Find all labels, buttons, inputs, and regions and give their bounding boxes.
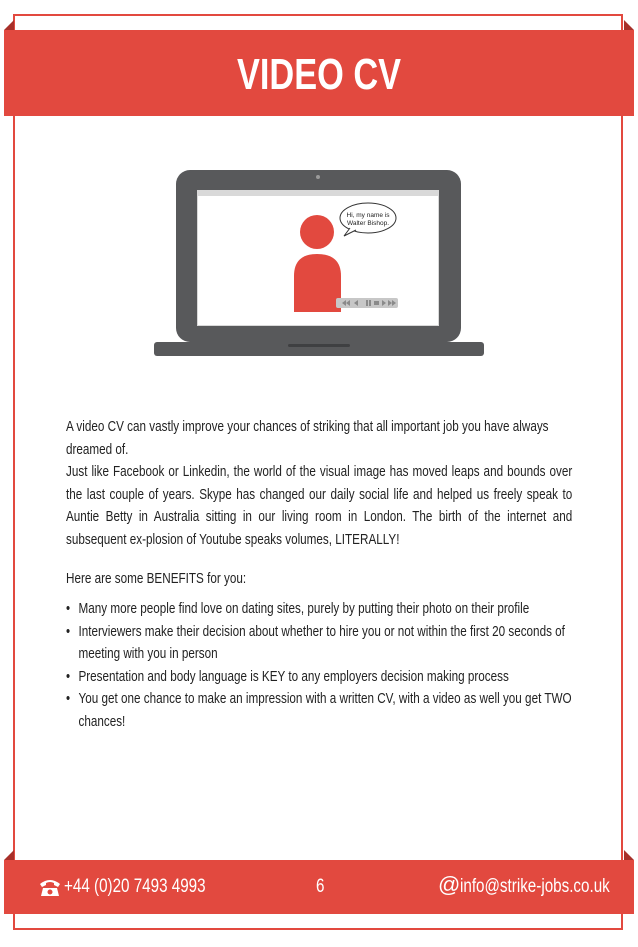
pause-icon <box>366 300 368 306</box>
benefits-list <box>66 598 572 733</box>
page-number: 6 <box>316 876 325 897</box>
intro-line-2: dreamed of. <box>66 440 129 458</box>
list-item: • Many more people find love on dating sites, purely by putting their photo on their profile <box>66 600 530 617</box>
footer-band <box>4 860 634 914</box>
intro-line-1: A video CV can vastly improve your chances of striking that all important job you have always <box>66 418 549 435</box>
laptop-notch <box>288 344 350 347</box>
footer-email[interactable]: info@strike-jobs.co.uk <box>460 876 610 897</box>
list-item: • Presentation and body language is KEY to any employers decision making process <box>66 667 509 685</box>
list-item: • Interviewers make their decision about whether to hire you or not within the first 20 seconds of meeting with you in person <box>66 622 565 662</box>
speech-line-2: Walter Bishop. <box>346 220 390 227</box>
person-body <box>294 254 341 312</box>
benefits-heading: Here are some BENEFITS for you: <box>66 570 247 587</box>
page-title: VIDEO CV <box>236 50 402 99</box>
camera-dot <box>316 175 320 179</box>
laptop-illustration <box>0 0 638 380</box>
footer-phone[interactable]: +44 (0)20 7493 4993 <box>64 876 206 897</box>
at-icon: @ <box>438 872 461 897</box>
phone-icon <box>38 877 62 897</box>
stop-icon <box>374 301 379 305</box>
intro-paragraph-2: Just like Facebook or Linkedin, the world of the visual image has moved leaps and bounds over the last couple of years. Skype has changed our daily social life and helped us freely speak to Auntie Betty in Australia sitting in our living room in London. The birth of the internet and subsequent ex-plosion of Youtube speaks volumes, LITERALLY! <box>66 463 573 548</box>
person-head <box>300 215 334 249</box>
body-content <box>66 416 573 730</box>
intro-paragraph <box>66 416 572 551</box>
speech-line-1: Hi, my name is <box>346 212 390 219</box>
list-item: • You get one chance to make an impression with a written CV, with a video as well you get TWO chances! <box>66 690 572 730</box>
